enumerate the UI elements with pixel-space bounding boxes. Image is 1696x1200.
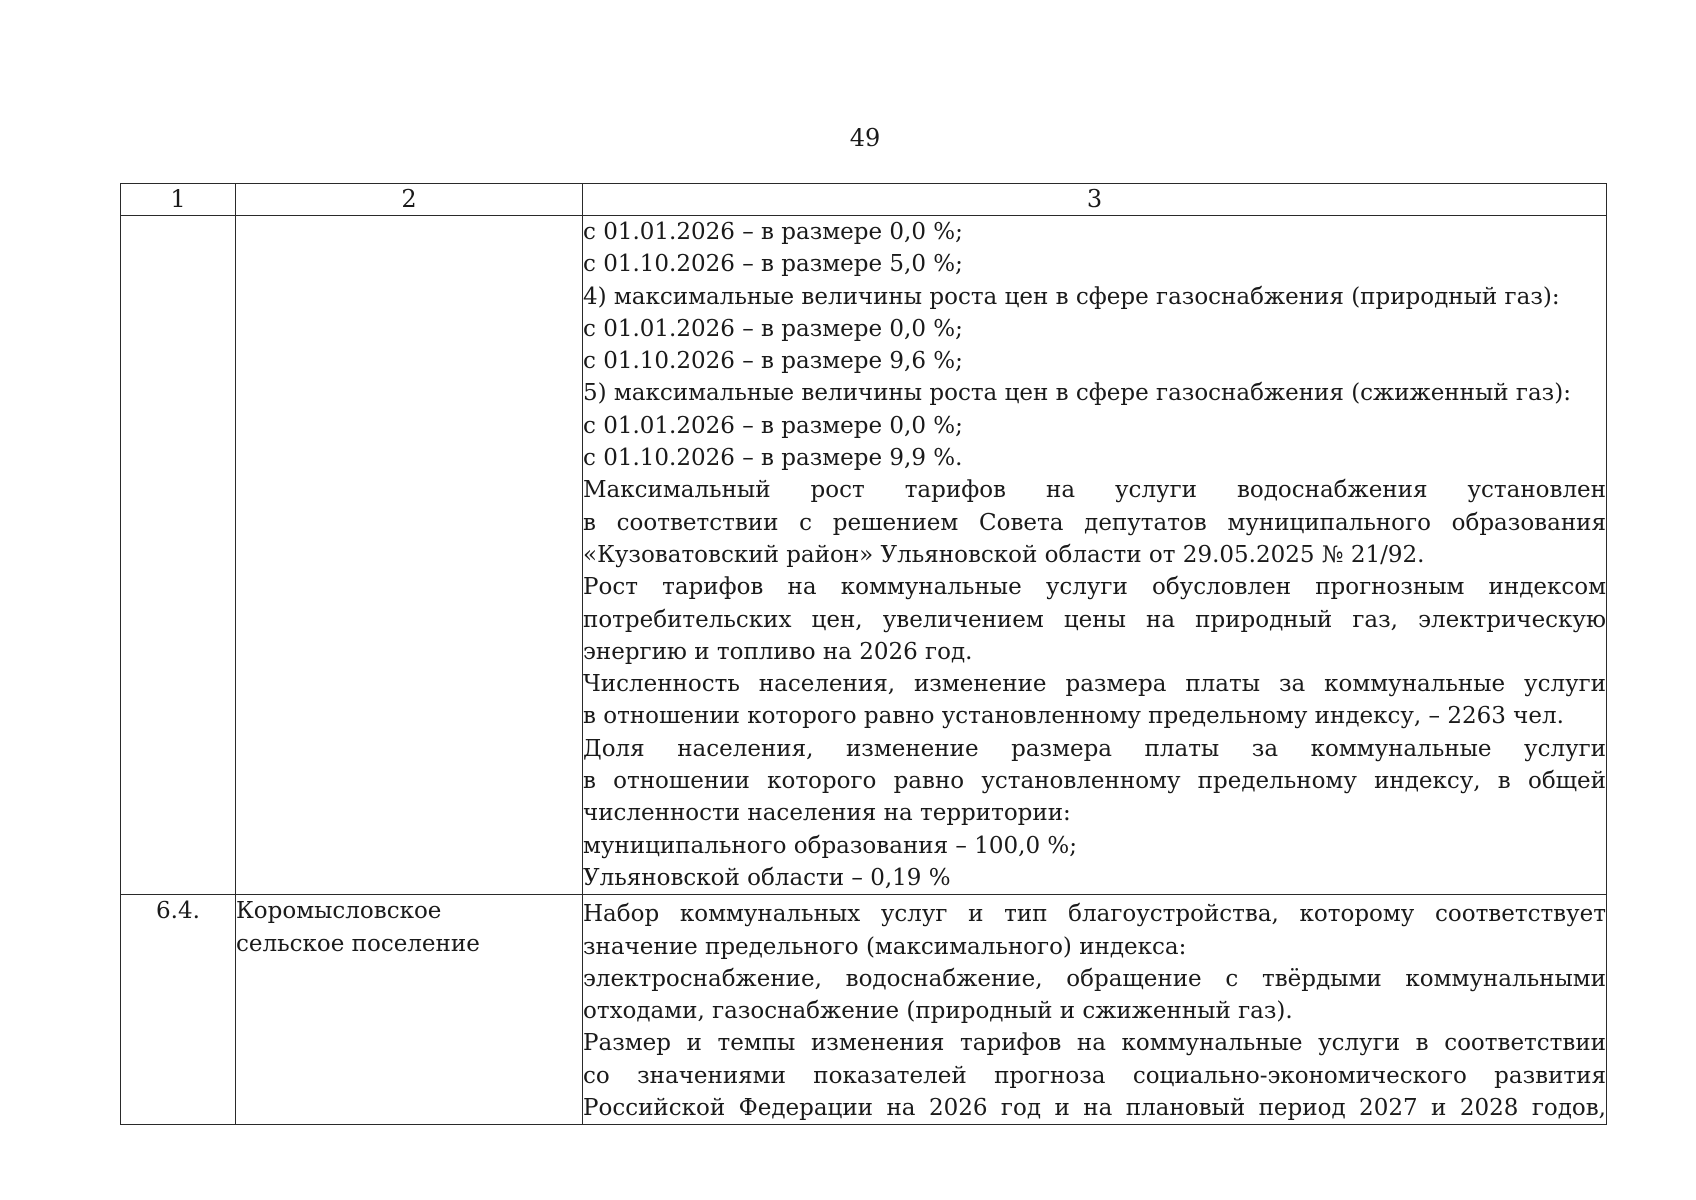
text-line: численности населения на территории: [583, 800, 1071, 827]
text-line: 5) максимальные величины роста цен в сфере газоснабжения (сжиженный газ): [583, 380, 1571, 407]
text-line: Рост тарифов на коммунальные услуги обусловлен прогнозным индексом [583, 574, 1606, 601]
header-col-3: 3 [583, 184, 1607, 216]
text-line: с 01.01.2026 – в размере 0,0 %; [583, 315, 963, 342]
text-line: Численность населения, изменение размера платы за коммунальные услуги [583, 671, 1606, 698]
text-line: «Кузоватовский район» Ульяновской области от 29.05.2025 № 21/92. [583, 541, 1425, 568]
text-line: с 01.10.2026 – в размере 9,9 %. [583, 445, 963, 472]
text-line: с 01.01.2026 – в размере 0,0 %; [583, 219, 963, 245]
text-line: в отношении которого равно установленному предельному индексу, в общей [583, 768, 1606, 795]
text-line: отходами, газоснабжение (природный и сжиженный газ). [583, 998, 1293, 1025]
text-line: с 01.10.2026 – в размере 9,6 %; [583, 348, 963, 375]
text-line: Размер и темпы изменения тарифов на коммунальные услуги в соответствии [583, 1030, 1606, 1057]
text-line: муниципального образования – 100,0 %; [583, 832, 1077, 859]
header-col-1: 1 [121, 184, 236, 216]
text-line: Набор коммунальных услуг и тип благоустройства, которому соответствует [583, 901, 1606, 928]
row-number-cell [121, 216, 236, 895]
settlement-name-cell [236, 895, 583, 1125]
text-line: энергию и топливо на 2026 год. [583, 638, 973, 665]
header-col-2: 2 [236, 184, 583, 216]
text-line: со значениями показателей прогноза социально-экономического развития [583, 1062, 1606, 1089]
page-number: 49 [849, 124, 881, 152]
table-row [121, 216, 1607, 895]
text-line: с 01.10.2026 – в размере 5,0 %; [583, 251, 963, 278]
text-line: значение предельного (максимального) индекса: [583, 933, 1187, 960]
text-line: в соответствии с решением Совета депутатов муниципального образования [583, 509, 1606, 536]
text-line: Ульяновской области – 0,19 % [583, 864, 951, 891]
text-line: Максимальный рост тарифов на услуги водоснабжения установлен [583, 477, 1606, 504]
settlement-name-cell [236, 216, 583, 895]
table-row [121, 895, 1607, 1125]
text-line: 4) максимальные величины роста цен в сфере газоснабжения (природный газ): [583, 283, 1560, 310]
text-line: Российской Федерации на 2026 год и на плановый период 2027 и 2028 годов, [583, 1095, 1606, 1122]
tariff-table [120, 183, 1607, 1125]
text-line: потребительских цен, увеличением цены на природный газ, электрическую [583, 606, 1606, 633]
settlement-name-line: сельское поселение [236, 930, 480, 957]
settlement-name-line: Коромысловское [236, 898, 442, 925]
table-header-row [121, 184, 1607, 216]
text-line: в отношении которого равно установленному предельному индексу, – 2263 чел. [583, 703, 1564, 730]
description-cell [583, 216, 1607, 895]
text-line: с 01.01.2026 – в размере 0,0 %; [583, 412, 963, 439]
text-line: Доля населения, изменение размера платы за коммунальные услуги [583, 735, 1606, 762]
row-number-cell: 6.4. [121, 895, 236, 1125]
text-line: электроснабжение, водоснабжение, обращение с твёрдыми коммунальными [583, 965, 1606, 992]
description-cell [583, 895, 1607, 1125]
